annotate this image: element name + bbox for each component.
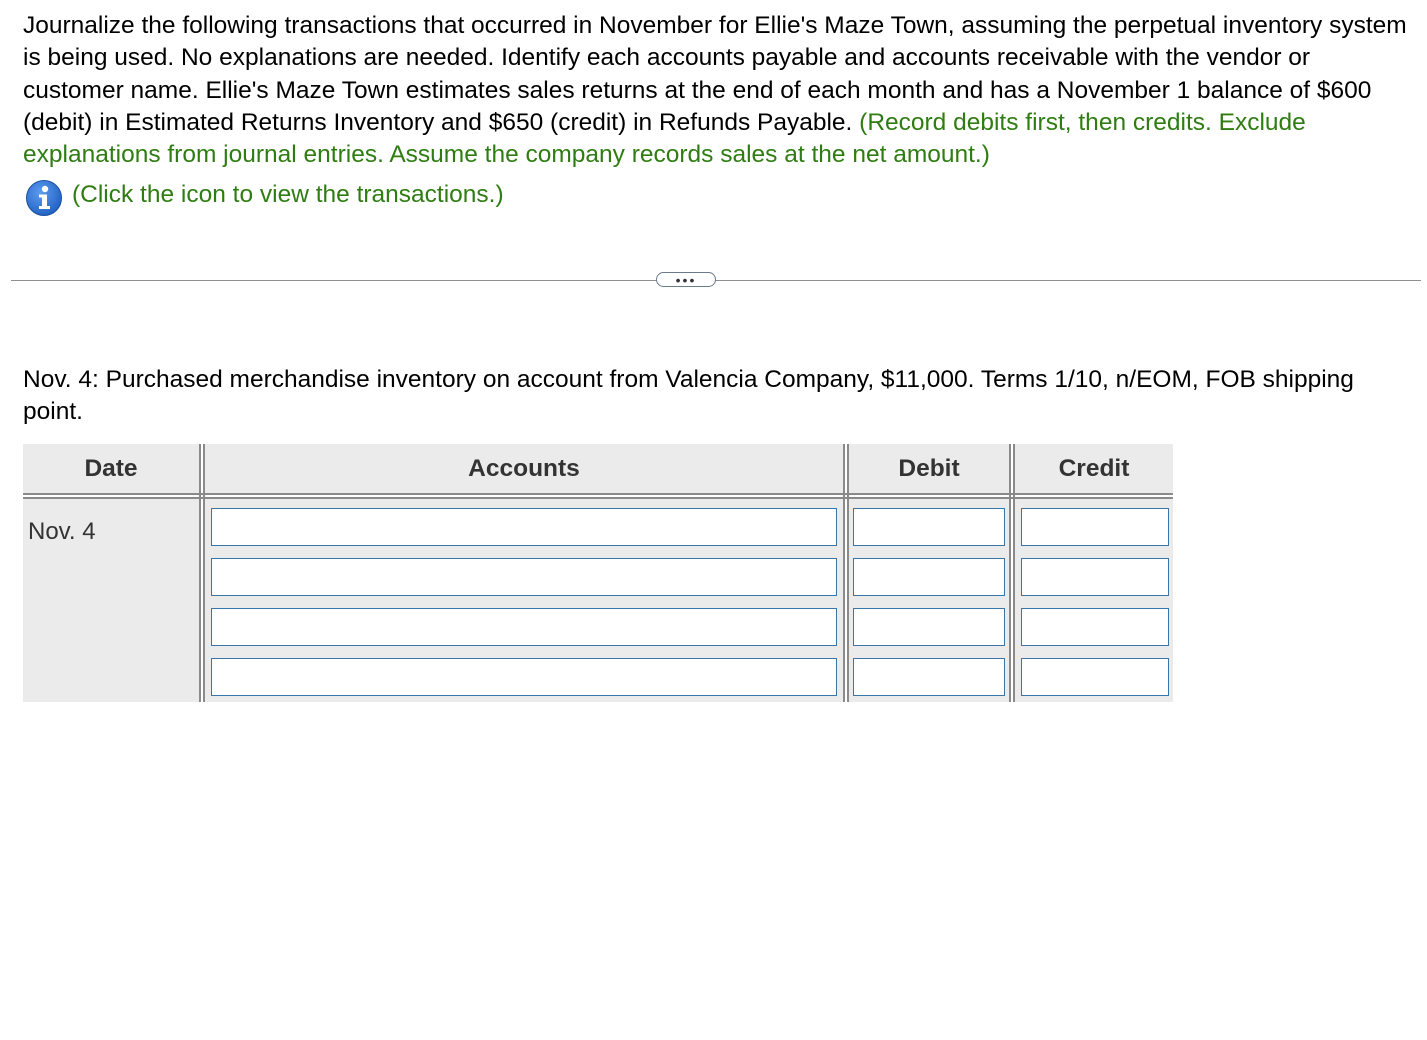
instructions-green-text: (Record debits first, then credits. Exclude explanations from journal entries. Assume the company records sales at the net amount.) (23, 108, 1306, 169)
info-link-text[interactable]: (Click the icon to view the transactions.) (72, 181, 504, 208)
info-icon[interactable] (25, 179, 63, 217)
column-separator (847, 444, 849, 702)
date-cell: Nov. 4 (28, 518, 96, 545)
column-separator (203, 444, 205, 702)
info-row (25, 178, 504, 218)
credit-input-row-4[interactable] (1021, 658, 1169, 696)
account-input-row-3[interactable] (211, 608, 837, 646)
account-input-row-1[interactable] (211, 508, 837, 546)
account-input-row-2[interactable] (211, 558, 837, 596)
journal-table (23, 444, 1173, 702)
expand-button[interactable] (656, 272, 716, 287)
header-debit: Debit (849, 444, 1009, 493)
column-separator (1009, 444, 1011, 702)
credit-input-row-1[interactable] (1021, 508, 1169, 546)
header-rule-bottom (23, 497, 1173, 499)
column-separator (199, 444, 201, 702)
expand-dots: ••• (675, 271, 697, 288)
credit-input-row-3[interactable] (1021, 608, 1169, 646)
debit-input-row-1[interactable] (853, 508, 1005, 546)
header-date: Date (23, 444, 199, 493)
account-input-row-4[interactable] (211, 658, 837, 696)
header-rule-top (23, 493, 1173, 495)
debit-input-row-3[interactable] (853, 608, 1005, 646)
debit-input-row-2[interactable] (853, 558, 1005, 596)
header-credit: Credit (1015, 444, 1173, 493)
column-separator (843, 444, 845, 702)
column-separator (1013, 444, 1015, 702)
header-accounts: Accounts (205, 444, 843, 493)
instructions (23, 10, 1413, 171)
debit-input-row-4[interactable] (853, 658, 1005, 696)
credit-input-row-2[interactable] (1021, 558, 1169, 596)
instructions-main-text: Journalize the following transactions that occurred in November for Ellie's Maze Town, assuming the perpetual inventory system is being used. No explanations are needed. Identify each accounts payable and accounts receivable with the vendor or customer name. Ellie's Maze Town estimates sales returns at the end of each month and has a November 1 balance of $600 (debit) in Estimated Returns Inventory and $650 (credit) in Refunds Payable. (23, 12, 1407, 136)
section-divider (11, 280, 1421, 281)
question-text: Nov. 4: Purchased merchandise inventory on account from Valencia Company, $11,000. Terms 1/10, n/EOM, FOB shipping point. (23, 366, 1354, 426)
